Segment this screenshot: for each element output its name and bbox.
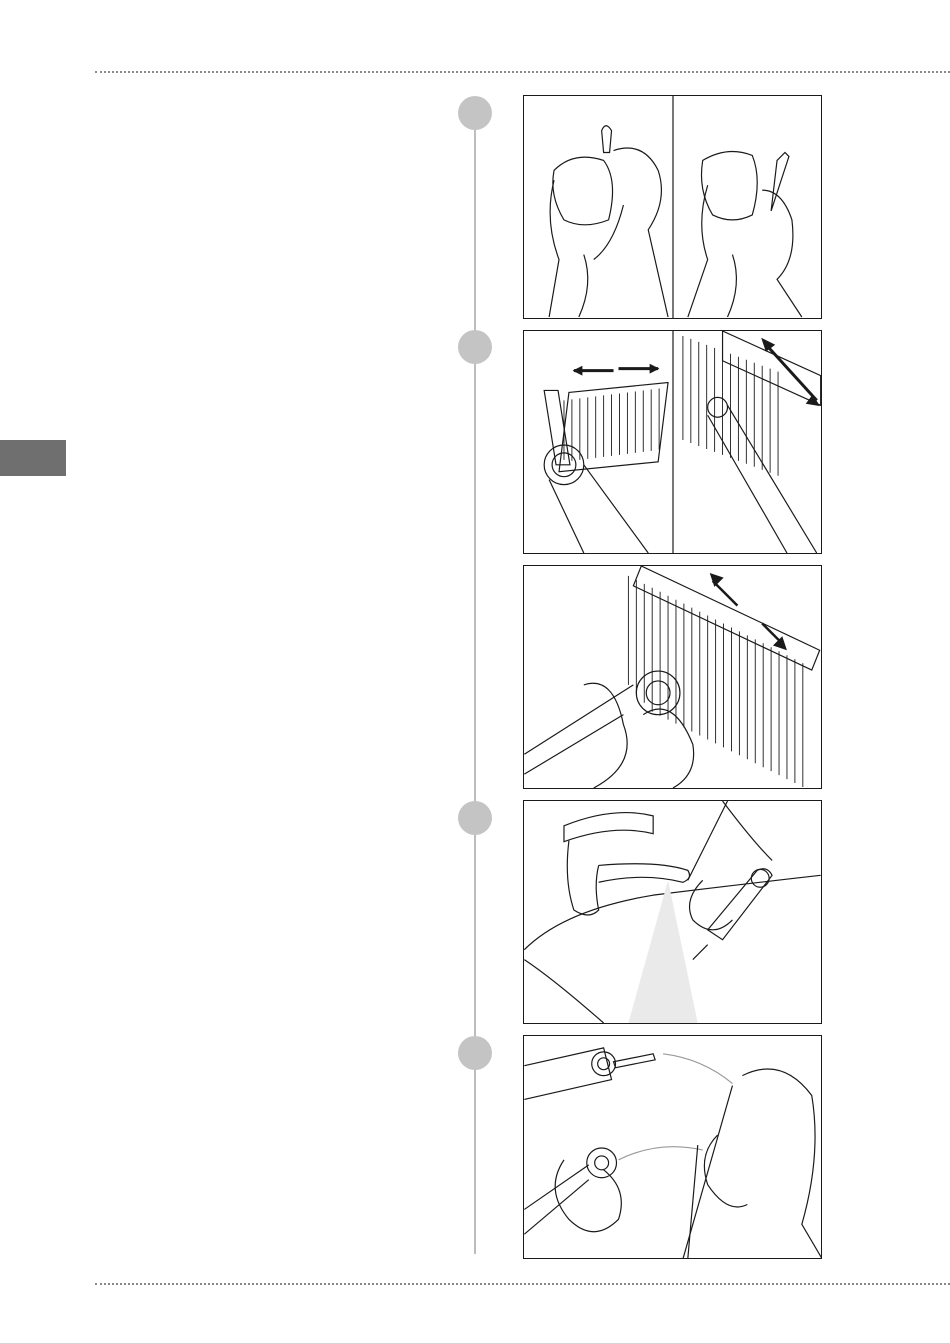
illustration-brush-handpiece — [523, 330, 822, 554]
step-marker-3 — [458, 801, 492, 835]
illustration-blow-dry — [523, 1035, 822, 1259]
top-dotted-rule — [95, 71, 950, 73]
illustration-brush-handpiece-head — [523, 565, 822, 789]
bottom-dotted-rule — [95, 1283, 950, 1285]
step-marker-4 — [458, 1036, 492, 1070]
step-marker-1 — [458, 96, 492, 130]
illustration-rinse-under-tap — [523, 800, 822, 1024]
illustration-wipe-handpiece — [523, 95, 822, 319]
step-timeline — [474, 112, 476, 1254]
step-marker-2 — [458, 330, 492, 364]
chapter-tab — [0, 440, 66, 476]
